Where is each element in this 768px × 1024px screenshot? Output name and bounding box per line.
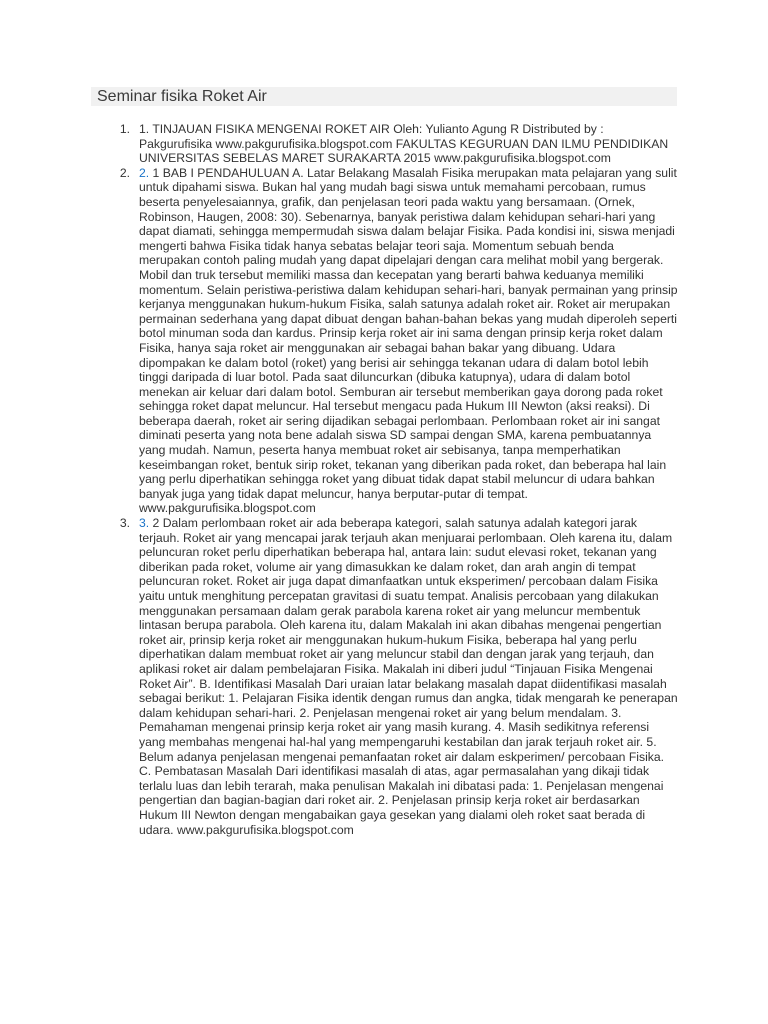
page-link-3[interactable]: 3. [139, 516, 150, 531]
list-marker-1: 1. [119, 122, 130, 136]
list-text-2: 1 BAB I PENDAHULUAN A. Latar Belakang Masalah Fisika merupakan mata pelajaran yang sulit untuk dipahami siswa. Bukan hal yang mudah bagi siswa untuk memahami percobaan, rumus beserta penyelesaiannya, grafik, dan penjelasan teori pada waktu yang bersamaan. (Ornek, Robinson, Haugen, 2008: 30). Sebenarnya, banyak peristiwa dalam kehidupan sehari-hari yang dapat diamati, sehingga mempermudah siswa dalam belajar Fisika. Pada kondisi ini, siswa menjadi mengerti bahwa Fisika tidak hanya sebatas belajar teori saja. Momentum sebuah benda merupakan contoh paling mudah yang dapat dipelajari dengan cara melihat mobil yang bergerak. Mobil dan truk tersebut memiliki massa dan kecepatan yang berarti bahwa keduanya memiliki momentum. Selain peristiwa-peristiwa dalam kehidupan sehari-hari, banyak permainan yang prinsip kerjanya menggunakan hukum-hukum Fisika, salah satunya adalah roket air. Roket air merupakan permainan sederhana yang dapat dibuat dengan bahan-bahan bekas yang mudah diperoleh seperti botol minuman soda dan kardus. Prinsip kerja roket air ini sama dengan prinsip kerja roket dalam Fisika, hanya saja roket air menggunakan air sebagai bahan bakar yang dibuang. Udara dipompakan ke dalam botol (roket) yang berisi air sehingga tekanan udara di dalam botol lebih tinggi daripada di luar botol. Pada saat diluncurkan (dibuka katupnya), udara di dalam botol menekan air keluar dari dalam botol. Semburan air tersebut memberikan gaya dorong pada roket sehingga roket dapat meluncur. Hal tersebut mengacu pada Hukum III Newton (aksi reaksi). Di beberapa daerah, roket air sering dijadikan sebagai perlombaan. Perlombaan roket air ini sangat diminati peserta yang nota bene adalah siswa SD sampai dengan SMA, karena pembuatannya yang mudah. Namun, peserta hanya membuat roket air sebisanya, tanpa memperhatikan keseimbangan roket, bentuk sirip roket, tekanan yang diberikan pada roket, dan beberapa hal lain yang perlu diperhatikan sehingga roket yang dibuat tidak dapat stabil meluncur di udara bahkan banyak juga yang tidak dapat meluncur, hanya berputar-putar di tempat. www.pakgurufisika.blogspot.com [139, 165, 678, 516]
list-text-3: 2 Dalam perlombaan roket air ada beberapa kategori, salah satunya adalah kategori jarak terjauh. Roket air yang mencapai jarak terjauh akan menjuarai perlombaan. Oleh karena itu, dalam peluncuran roket perlu diperhatikan beberapa hal, antara lain: sudut elevasi roket, tekanan yang diberikan pada roket, volume air yang dimasukkan ke dalam roket, dan arah angin di tempat peluncuran roket. Roket air juga dapat dimanfaatkan untuk eksperimen/ percobaan dalam Fisika yaitu untuk menghitung percepatan gravitasi di suatu tempat. Analisis percobaan yang dilakukan menggunakan persamaan dalam gerak parabola karena roket air yang meluncur membentuk lintasan berupa parabola. Oleh karena itu, dalam Makalah ini akan dibahas mengenai pengertian roket air, prinsip kerja roket air menggunakan hukum-hukum Fisika, beberapa hal yang perlu diperhatikan dalam membuat roket air yang meluncur stabil dan dengan jarak yang terjauh, dan aplikasi roket air dalam pembelajaran Fisika. Makalah ini diberi judul “Tinjauan Fisika Mengenai Roket Air”. B. Identifikasi Masalah Dari uraian latar belakang masalah dapat diidentifikasi masalah sebagai berikut: 1. Pelajaran Fisika identik dengan rumus dan angka, tidak mengarah ke penerapan dalam kehidupan sehari-hari. 2. Penjelasan mengenai roket air yang belum mendalam. 3. Pemahaman mengenai prinsip kerja roket air yang masih kurang. 4. Masih sedikitnya referensi yang membahas mengenai hal-hal yang mempengaruhi kestabilan dan jarak terjauh roket air. 5. Belum adanya penjelasan mengenai pemanfaatan roket air dalam eskperimen/ percobaan Fisika. C. Pembatasan Masalah Dari identifikasi masalah di atas, agar permasalahan yang dikaji tidak terlalu luas dan lebih terarah, maka penulisan Makalah ini dibatasi pada: 1. Penjelasan mengenai pengertian dan bagian-bagian dari roket air. 2. Penjelasan prinsip kerja roket air berdasarkan Hukum III Newton dengan mengabaikan gaya gesekan yang dialami oleh roket saat berada di udara. www.pakgurufisika.blogspot.com [139, 516, 678, 837]
list-item-2 [119, 165, 678, 516]
page-link-2[interactable]: 2. [139, 165, 150, 180]
list-text-1: 1. TINJAUAN FISIKA MENGENAI ROKET AIR Oleh: Yulianto Agung R Distributed by : Pakgurufisika www.pakgurufisika.blogspot.com FAKULTAS KEGURUAN DAN ILMU PENDIDIKAN UNIVERSITAS SEBELAS MARET SURAKARTA 2015 www.pakgurufisika.blogspot.com [139, 122, 669, 166]
list-marker-2: 2. [119, 165, 130, 180]
list-marker-3: 3. [119, 516, 130, 531]
list-item-1 [119, 122, 678, 166]
document-list [112, 122, 678, 837]
document-title: Seminar fisika Roket Air [91, 87, 677, 106]
list-item-3 [119, 516, 678, 837]
